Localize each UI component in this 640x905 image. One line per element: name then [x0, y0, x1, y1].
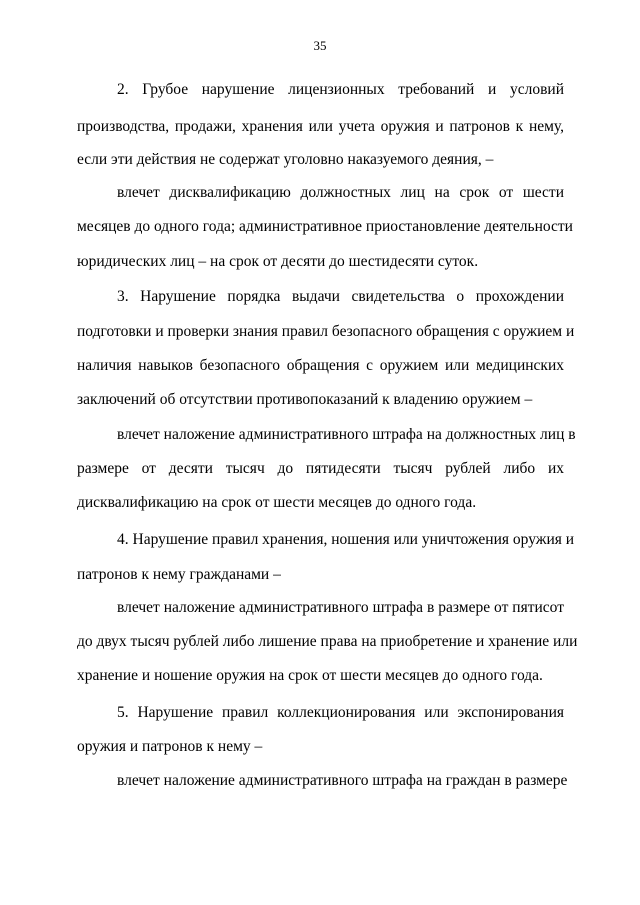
text-line: размере от десяти тысяч до пятидесяти тысяч рублей либо их	[77, 460, 564, 477]
text-line: месяцев до одного года; административное приостановление деятельности	[77, 218, 573, 235]
text-line: оружия и патронов к нему –	[77, 738, 263, 755]
text-line: производства, продажи, хранения или учета оружия и патронов к нему,	[77, 118, 564, 135]
text-line: заключений об отсутствии противопоказаний к владению оружием –	[77, 391, 533, 408]
text-line: влечет наложение административного штрафа на должностных лиц в	[117, 426, 576, 443]
text-line: наличия навыков безопасного обращения с оружием или медицинских	[77, 357, 564, 374]
text-line: влечет наложение административного штрафа на граждан в размере	[117, 772, 568, 789]
text-line: 3. Нарушение порядка выдачи свидетельства о прохождении	[117, 288, 564, 305]
text-line: влечет наложение административного штрафа в размере от пятисот	[117, 599, 564, 616]
text-line: подготовки и проверки знания правил безопасного обращения с оружием и	[77, 323, 575, 340]
text-line: до двух тысяч рублей либо лишение права на приобретение и хранение или	[77, 633, 578, 650]
text-line: патронов к нему гражданами –	[77, 566, 281, 583]
text-line: дисквалификацию на срок от шести месяцев до одного года.	[77, 494, 477, 511]
text-line: юридических лиц – на срок от десяти до шестидесяти суток.	[77, 253, 479, 270]
text-line: 5. Нарушение правил коллекционирования или экспонирования	[117, 704, 564, 721]
text-line: 4. Нарушение правил хранения, ношения или уничтожения оружия и	[117, 531, 575, 548]
text-line: хранение и ношение оружия на срок от шести месяцев до одного года.	[77, 667, 543, 684]
text-line: если эти действия не содержат уголовно наказуемого деяния, –	[77, 151, 494, 168]
text-line: 2. Грубое нарушение лицензионных требований и условий	[117, 81, 564, 98]
page-number: 35	[313, 38, 327, 53]
text-line: влечет дисквалификацию должностных лиц на срок от шести	[117, 184, 564, 201]
